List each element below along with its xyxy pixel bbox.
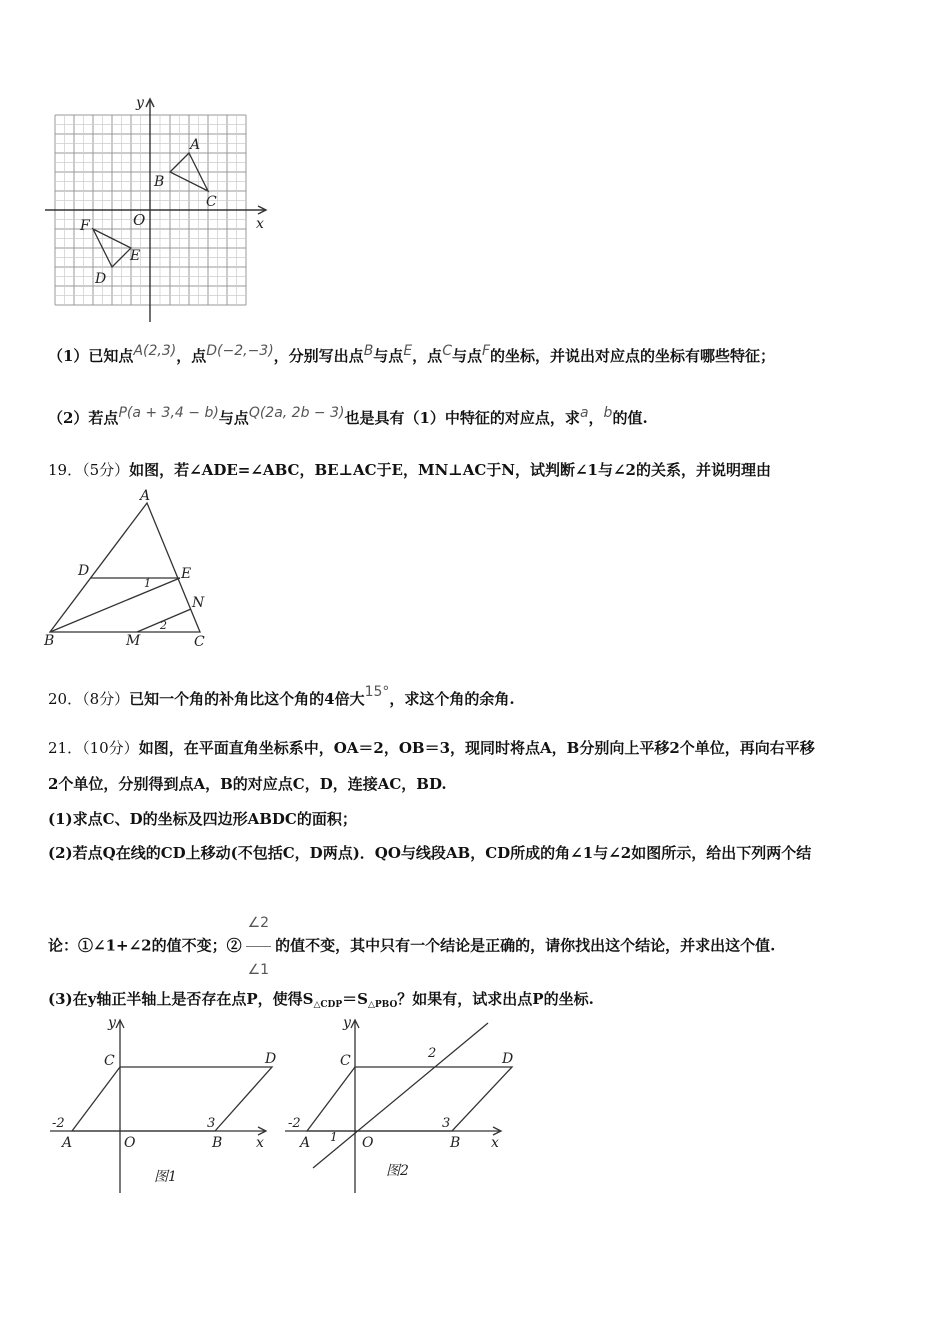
label-o: O [362,1135,374,1151]
label-x: x [491,1135,499,1151]
degree-value: 15° [364,684,390,700]
label-m: M [126,633,141,649]
fraction-angle2-over-angle1: $\frac{\angle 2}{\angle 1}$ [246,902,271,991]
q18-part2: （2）若点P(a + 3,4 − b)与点Q(2a, 2b − 3)也是具有（1）中特征的对应点，求a，b的值. [48,405,648,427]
q21-line2: 2个单位，分别得到点A，B的对应点C，D，连接AC，BD. [48,775,447,793]
label-c: C [104,1053,115,1069]
label-c: C [340,1053,351,1069]
label-y: y [343,1015,351,1031]
fig18-coordinate-grid [40,92,280,327]
angle-1: 1 [144,577,151,590]
label-a: A [62,1135,73,1151]
label-d: D [502,1051,514,1067]
label-3: 3 [207,1116,216,1131]
q21-line1: 21．（10分）如图，在平面直角坐标系中，OA＝2，OB＝3，现同时将点A，B分别向上平移2个单位，再向右平移 [48,739,815,757]
q19-number: 19．（5分） [48,461,130,479]
label-d: D [265,1051,277,1067]
fig21-figure2 [280,1013,520,1198]
math-point-q: Q(2a, 2b − 3) [248,405,345,421]
label-a: A [140,488,151,504]
label-b: B [44,633,55,649]
label-x: x [256,1135,264,1151]
math-point-a: A(2,3) [133,343,177,359]
caption-fig2: 图2 [386,1163,409,1179]
label-b: B [212,1135,223,1151]
label-c: C [194,634,205,650]
q18-part1: （1）已知点A(2,3)，点D(−2,−3)，分别写出点B与点E，点C与点F的坐标，并说出对应点的坐标有哪些特征； [48,343,776,365]
q19-question: 19．（5分）如图，若∠ADE=∠ABC，BE⊥AC于E，MN⊥AC于N，试判断∠1与∠2的关系，并说明理由 [48,461,771,479]
label-o: O [124,1135,136,1151]
label-d: D [78,563,90,579]
label-f: F [80,218,90,234]
label-n: N [192,595,205,611]
q21-conclusions: 论：①∠1+∠2的值不变；② $\frac{\angle 2}{\angle 1}$ 的值不变，其中只有一个结论是正确的，请你找出这个结论，并求出这个值. [48,902,775,991]
label-d: D [95,271,107,287]
label-b: B [154,174,165,190]
math-point-p: P(a + 3,4 − b) [118,405,219,421]
label-y: y [136,95,144,111]
q21-part1: (1)求点C、D的坐标及四边形ABDC的面积； [48,810,357,828]
label-b: B [450,1135,461,1151]
caption-fig1: 图1 [154,1169,177,1185]
label-o: O [133,211,146,229]
label-e: E [130,248,141,264]
label-y: y [108,1015,116,1031]
q20-question: 20．（8分）已知一个角的补角比这个角的4倍大15°，求这个角的余角. [48,684,515,708]
q21-part3: (3)在y轴正半轴上是否存在点P，使得$S_{\triangle CDP}=S_{\triangle PBO}$？如果有，试求出点P的坐标. [48,990,594,1010]
label-neg2: -2 [288,1116,301,1131]
angle-1: 1 [330,1130,338,1144]
q21-part2: (2)若点Q在线的CD上移动(不包括C，D两点)．QO与线段AB，CD所成的角∠1与∠2如图所示，给出下列两个结 [48,844,812,862]
math-point-d: D(−2,−3) [206,343,274,359]
angle-2: 2 [160,619,167,632]
label-a: A [190,137,201,153]
label-a: A [300,1135,311,1151]
label-neg2: -2 [52,1116,65,1131]
fig19-triangle [40,485,220,655]
label-c: C [206,194,217,210]
label-x: x [256,216,264,232]
label-e: E [181,566,192,582]
angle-2: 2 [428,1046,437,1061]
fig21-figure1 [40,1013,280,1198]
label-3: 3 [442,1116,451,1131]
